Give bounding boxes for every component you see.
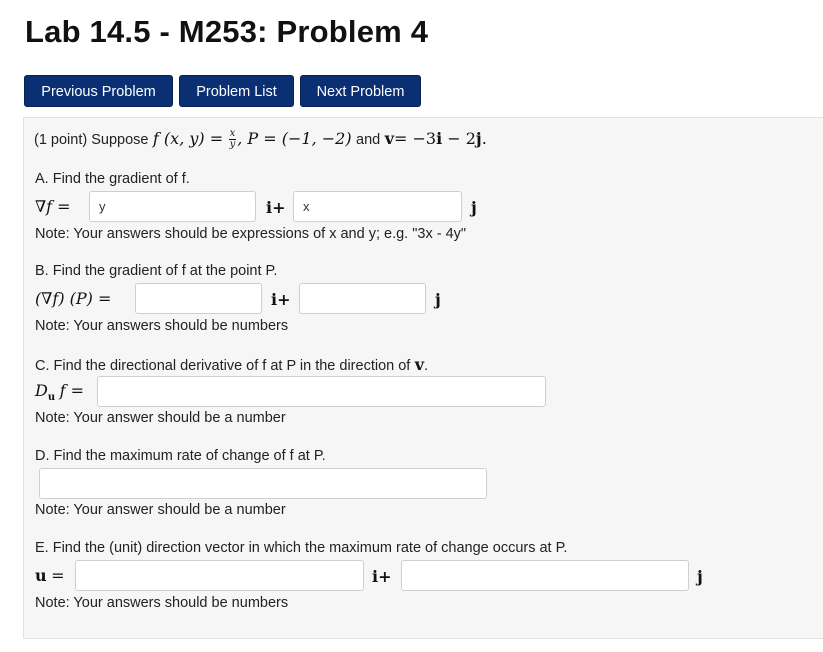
part-e-note: Note: Your answers should be numbers — [35, 595, 289, 611]
part-e-equals: = — [51, 566, 65, 585]
part-c-lhs — [35, 381, 84, 403]
part-b-lhs: (∇f) (P) = — [35, 289, 112, 308]
part-a-prompt: A. Find the gradient of f. — [35, 171, 190, 187]
unit-j: j — [475, 129, 482, 148]
part-c-subscript-u: u — [47, 392, 56, 404]
point-definition: , P = (−1, −2) — [237, 129, 352, 148]
problem-panel — [23, 117, 823, 639]
part-b-note: Note: Your answers should be numbers — [35, 318, 289, 334]
vector-minus: − 2 — [442, 129, 476, 148]
statement-period: . — [481, 129, 487, 148]
points-label: (1 point) Suppose — [34, 132, 149, 148]
part-c-input[interactable] — [97, 376, 546, 407]
part-c-prompt-text: C. Find the directional derivative of f at P in the direction of — [35, 358, 411, 374]
vector-v-equals: = −3 — [393, 129, 437, 148]
part-b-j-input[interactable] — [299, 283, 426, 314]
part-e-i-label: i+ — [372, 567, 392, 586]
fraction-x-over-y: $\frac{x}{y}$ — [229, 128, 236, 151]
part-c-vector-v: v — [414, 355, 425, 374]
part-a-i-input[interactable] — [89, 191, 256, 222]
part-c-prompt — [35, 355, 428, 375]
part-b-j-label: j — [435, 290, 441, 309]
problem-list-button[interactable]: Problem List — [179, 75, 294, 107]
part-a-lhs: ∇f = — [35, 197, 71, 216]
part-e-j-label: j — [697, 567, 703, 586]
part-e-vector-u: u — [35, 566, 47, 585]
part-b-i-label: i+ — [271, 290, 291, 309]
vector-v: v — [384, 129, 394, 148]
previous-problem-button[interactable]: Previous Problem — [24, 75, 173, 107]
part-e-i-input[interactable] — [75, 560, 364, 591]
part-c-prompt-end: . — [424, 358, 429, 374]
part-d-prompt: D. Find the maximum rate of change of f at P. — [35, 448, 326, 464]
part-a-i-label: i+ — [266, 198, 286, 217]
part-c-note: Note: Your answer should be a number — [35, 410, 286, 426]
part-c-f-equals: f = — [59, 381, 84, 400]
function-definition: f (x, y) = — [152, 129, 224, 148]
part-e-j-input[interactable] — [401, 560, 689, 591]
part-e-lhs — [35, 566, 65, 586]
unit-i: i — [436, 129, 443, 148]
part-b-prompt: B. Find the gradient of f at the point P. — [35, 263, 278, 279]
page-title: Lab 14.5 - M253: Problem 4 — [25, 14, 429, 49]
problem-navigation — [24, 75, 421, 107]
part-d-input[interactable] — [39, 468, 487, 499]
part-a-j-input[interactable] — [293, 191, 462, 222]
part-a-j-label: j — [471, 198, 477, 217]
part-c-d: D — [35, 381, 48, 400]
next-problem-button[interactable]: Next Problem — [300, 75, 421, 107]
and-text: and — [356, 132, 381, 148]
part-b-i-input[interactable] — [135, 283, 262, 314]
problem-statement — [34, 129, 487, 150]
part-e-prompt: E. Find the (unit) direction vector in which the maximum rate of change occurs at P. — [35, 540, 568, 556]
part-d-note: Note: Your answer should be a number — [35, 502, 286, 518]
part-a-note: Note: Your answers should be expressions of x and y; e.g. "3x - 4y" — [35, 226, 467, 242]
